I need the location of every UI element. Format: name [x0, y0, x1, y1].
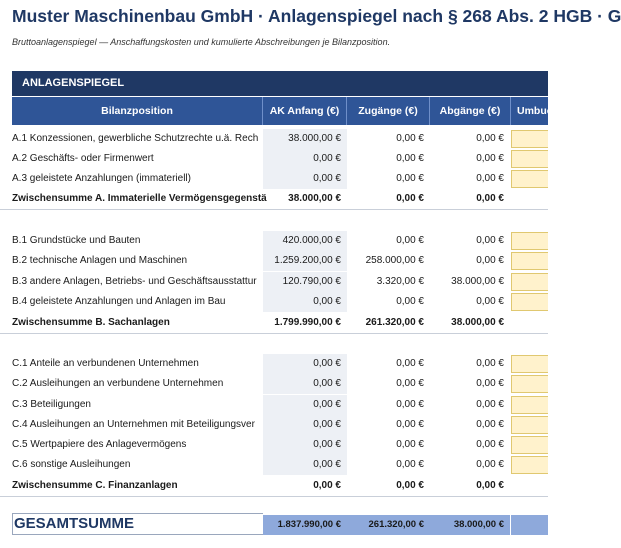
umbuchungen-input-cell[interactable] [511, 232, 548, 250]
abgaenge-cell[interactable]: 0,00 € [476, 133, 504, 144]
abgaenge-cell[interactable]: 0,00 € [476, 358, 504, 369]
zugaenge-cell[interactable]: 0,00 € [396, 173, 424, 184]
zugaenge-cell[interactable]: 0,00 € [396, 399, 424, 410]
abgaenge-cell[interactable]: 0,00 € [476, 399, 504, 410]
grand-total-label: GESAMTSUMME [12, 513, 263, 535]
ak-anfang-cell[interactable]: 0,00 € [263, 149, 347, 169]
umbuchungen-input-cell[interactable] [511, 396, 548, 414]
zugaenge-cell[interactable]: 0,00 € [396, 358, 424, 369]
page-title: Muster Maschinenbau GmbH · Anlagenspiegel nach § 268 Abs. 2 HGB · G [12, 6, 621, 26]
table-row [0, 129, 548, 149]
subtotal-row [0, 189, 548, 210]
table-row [0, 292, 548, 312]
table-row [0, 374, 548, 394]
abgaenge-cell[interactable]: 0,00 € [476, 296, 504, 307]
subtotal-row [0, 313, 548, 334]
abgaenge-cell: 0,00 € [476, 480, 504, 491]
table-row [0, 251, 548, 271]
row-label: Zwischensumme A. Immaterielle Vermögensgegenstä [12, 193, 267, 204]
row-label: C.6 sonstige Ausleihungen [12, 459, 131, 470]
umbuchungen-input-cell[interactable] [511, 252, 548, 270]
umbuchungen-input-cell[interactable] [511, 150, 548, 168]
row-label: A.1 Konzessionen, gewerbliche Schutzrechte u.ä. Rech [12, 133, 259, 144]
grand-total-abgaenge: 38.000,00 € [430, 515, 510, 535]
column-header-ak-anfang: AK Anfang (€) [263, 97, 347, 125]
abgaenge-cell[interactable]: 0,00 € [476, 419, 504, 430]
table-row [0, 455, 548, 475]
ak-anfang-cell[interactable]: 0,00 € [263, 374, 347, 394]
abgaenge-cell[interactable]: 0,00 € [476, 459, 504, 470]
grand-total-row [0, 513, 548, 535]
umbuchungen-input-cell[interactable] [511, 170, 548, 188]
subtotal-row [0, 476, 548, 497]
row-label: Zwischensumme B. Sachanlagen [12, 317, 170, 328]
ak-anfang-cell[interactable]: 1.259.200,00 € [263, 251, 347, 271]
ak-anfang-cell[interactable]: 0,00 € [263, 395, 347, 415]
column-header-abgaenge: Abgänge (€) [430, 97, 511, 125]
row-label: A.3 geleistete Anzahlungen (immateriell) [12, 173, 191, 184]
zugaenge-cell[interactable]: 0,00 € [396, 153, 424, 164]
umbuchungen-input-cell[interactable] [511, 416, 548, 434]
ak-anfang-cell: 0,00 € [313, 480, 341, 491]
table-row [0, 395, 548, 415]
zugaenge-cell[interactable]: 0,00 € [396, 419, 424, 430]
abgaenge-cell: 38.000,00 € [451, 317, 504, 328]
table-row [0, 435, 548, 455]
row-label: C.3 Beteiligungen [12, 399, 91, 410]
zugaenge-cell[interactable]: 0,00 € [396, 378, 424, 389]
zugaenge-cell: 0,00 € [396, 193, 424, 204]
row-label: B.4 geleistete Anzahlungen und Anlagen im Bau [12, 296, 226, 307]
column-header-umbuchungen [511, 97, 559, 125]
abgaenge-cell[interactable]: 0,00 € [476, 173, 504, 184]
ak-anfang-cell[interactable]: 0,00 € [263, 292, 347, 312]
zugaenge-cell[interactable]: 0,00 € [396, 296, 424, 307]
column-header-bilanzposition: Bilanzposition [12, 97, 263, 125]
ak-anfang-cell[interactable]: 38.000,00 € [263, 129, 347, 149]
abgaenge-cell[interactable]: 0,00 € [476, 153, 504, 164]
ak-anfang-cell: 38.000,00 € [288, 193, 341, 204]
grand-total-zugaenge: 261.320,00 € [347, 515, 430, 535]
table-row [0, 149, 548, 169]
row-label: Zwischensumme C. Finanzanlagen [12, 480, 178, 491]
ak-anfang-cell: 1.799.990,00 € [274, 317, 341, 328]
row-label: C.5 Wertpapiere des Anlagevermögens [12, 439, 187, 450]
row-label: B.3 andere Anlagen, Betriebs- und Geschäftsausstattur [12, 276, 257, 287]
ak-anfang-cell[interactable]: 0,00 € [263, 169, 347, 189]
column-header-umbuchungen-label: Umbuc ( [517, 105, 559, 117]
row-label: C.4 Ausleihungen an Unternehmen mit Beteiligungsver [12, 419, 255, 430]
abgaenge-cell[interactable]: 38.000,00 € [451, 276, 504, 287]
zugaenge-cell[interactable]: 0,00 € [396, 133, 424, 144]
abgaenge-cell: 0,00 € [476, 193, 504, 204]
umbuchungen-input-cell[interactable] [511, 130, 548, 148]
section-header: ANLAGENSPIEGEL [12, 71, 548, 96]
umbuchungen-input-cell[interactable] [511, 456, 548, 474]
abgaenge-cell[interactable]: 0,00 € [476, 255, 504, 266]
grand-total-ak-anfang: 1.837.990,00 € [263, 515, 347, 535]
umbuchungen-input-cell[interactable] [511, 293, 548, 311]
umbuchungen-input-cell[interactable] [511, 355, 548, 373]
zugaenge-cell[interactable]: 0,00 € [396, 459, 424, 470]
ak-anfang-cell[interactable]: 120.790,00 € [263, 272, 347, 292]
table-row [0, 169, 548, 189]
ak-anfang-cell[interactable]: 0,00 € [263, 435, 347, 455]
zugaenge-cell: 261.320,00 € [365, 317, 424, 328]
grand-total-umbuchungen [511, 515, 548, 535]
row-label: B.2 technische Anlagen und Maschinen [12, 255, 188, 266]
row-label: A.2 Geschäfts- oder Firmenwert [12, 153, 154, 164]
abgaenge-cell[interactable]: 0,00 € [476, 378, 504, 389]
ak-anfang-cell[interactable]: 0,00 € [263, 354, 347, 374]
table-row [0, 354, 548, 374]
row-label: B.1 Grundstücke und Bauten [12, 235, 141, 246]
table-row [0, 272, 548, 292]
table-row [0, 231, 548, 251]
page-subtitle: Bruttoanlagenspiegel — Anschaffungskosten und kumulierte Abschreibungen je Bilanzposition. [12, 37, 391, 47]
table-row [0, 415, 548, 435]
zugaenge-cell[interactable]: 0,00 € [396, 439, 424, 450]
row-label: C.2 Ausleihungen an verbundene Unternehmen [12, 378, 224, 389]
zugaenge-cell[interactable]: 3.320,00 € [376, 276, 424, 287]
umbuchungen-input-cell[interactable] [511, 375, 548, 393]
umbuchungen-input-cell[interactable] [511, 436, 548, 454]
zugaenge-cell[interactable]: 258.000,00 € [365, 255, 424, 266]
ak-anfang-cell[interactable]: 0,00 € [263, 455, 347, 475]
ak-anfang-cell[interactable]: 420.000,00 € [263, 231, 347, 251]
abgaenge-cell[interactable]: 0,00 € [476, 439, 504, 450]
ak-anfang-cell[interactable]: 0,00 € [263, 415, 347, 435]
column-header-zugaenge: Zugänge (€) [347, 97, 430, 125]
umbuchungen-input-cell[interactable] [511, 273, 548, 291]
zugaenge-cell: 0,00 € [396, 480, 424, 491]
row-label: C.1 Anteile an verbundenen Unternehmen [12, 358, 199, 369]
abgaenge-cell[interactable]: 0,00 € [476, 235, 504, 246]
zugaenge-cell[interactable]: 0,00 € [396, 235, 424, 246]
